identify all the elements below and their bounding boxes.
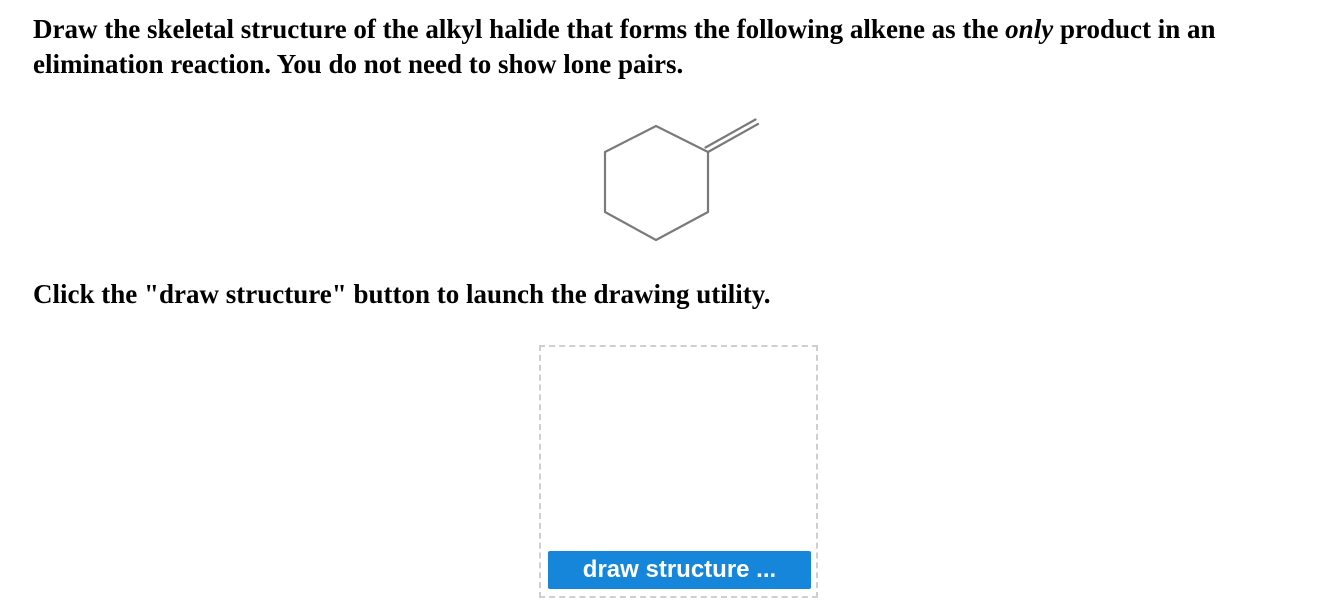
instruction-text: Click the "draw structure" button to launch the drawing utility. [33, 279, 771, 309]
question-text-part-1: Draw the skeletal structure of the alkyl halide that forms the following alkene as the [33, 14, 1006, 44]
methylenecyclohexane-structure [590, 112, 780, 252]
cyclohexane-ring [605, 126, 708, 240]
draw-structure-button[interactable]: draw structure ... [548, 551, 811, 589]
question-text [33, 12, 1323, 82]
double-bond-line-1 [708, 124, 758, 152]
double-bond-line-2 [706, 120, 756, 148]
answer-drawing-area [539, 345, 818, 598]
question-text-part-2: product in an elimination reaction. You do not need to show lone pairs. [33, 14, 1216, 79]
question-emphasis: only [1005, 14, 1054, 44]
